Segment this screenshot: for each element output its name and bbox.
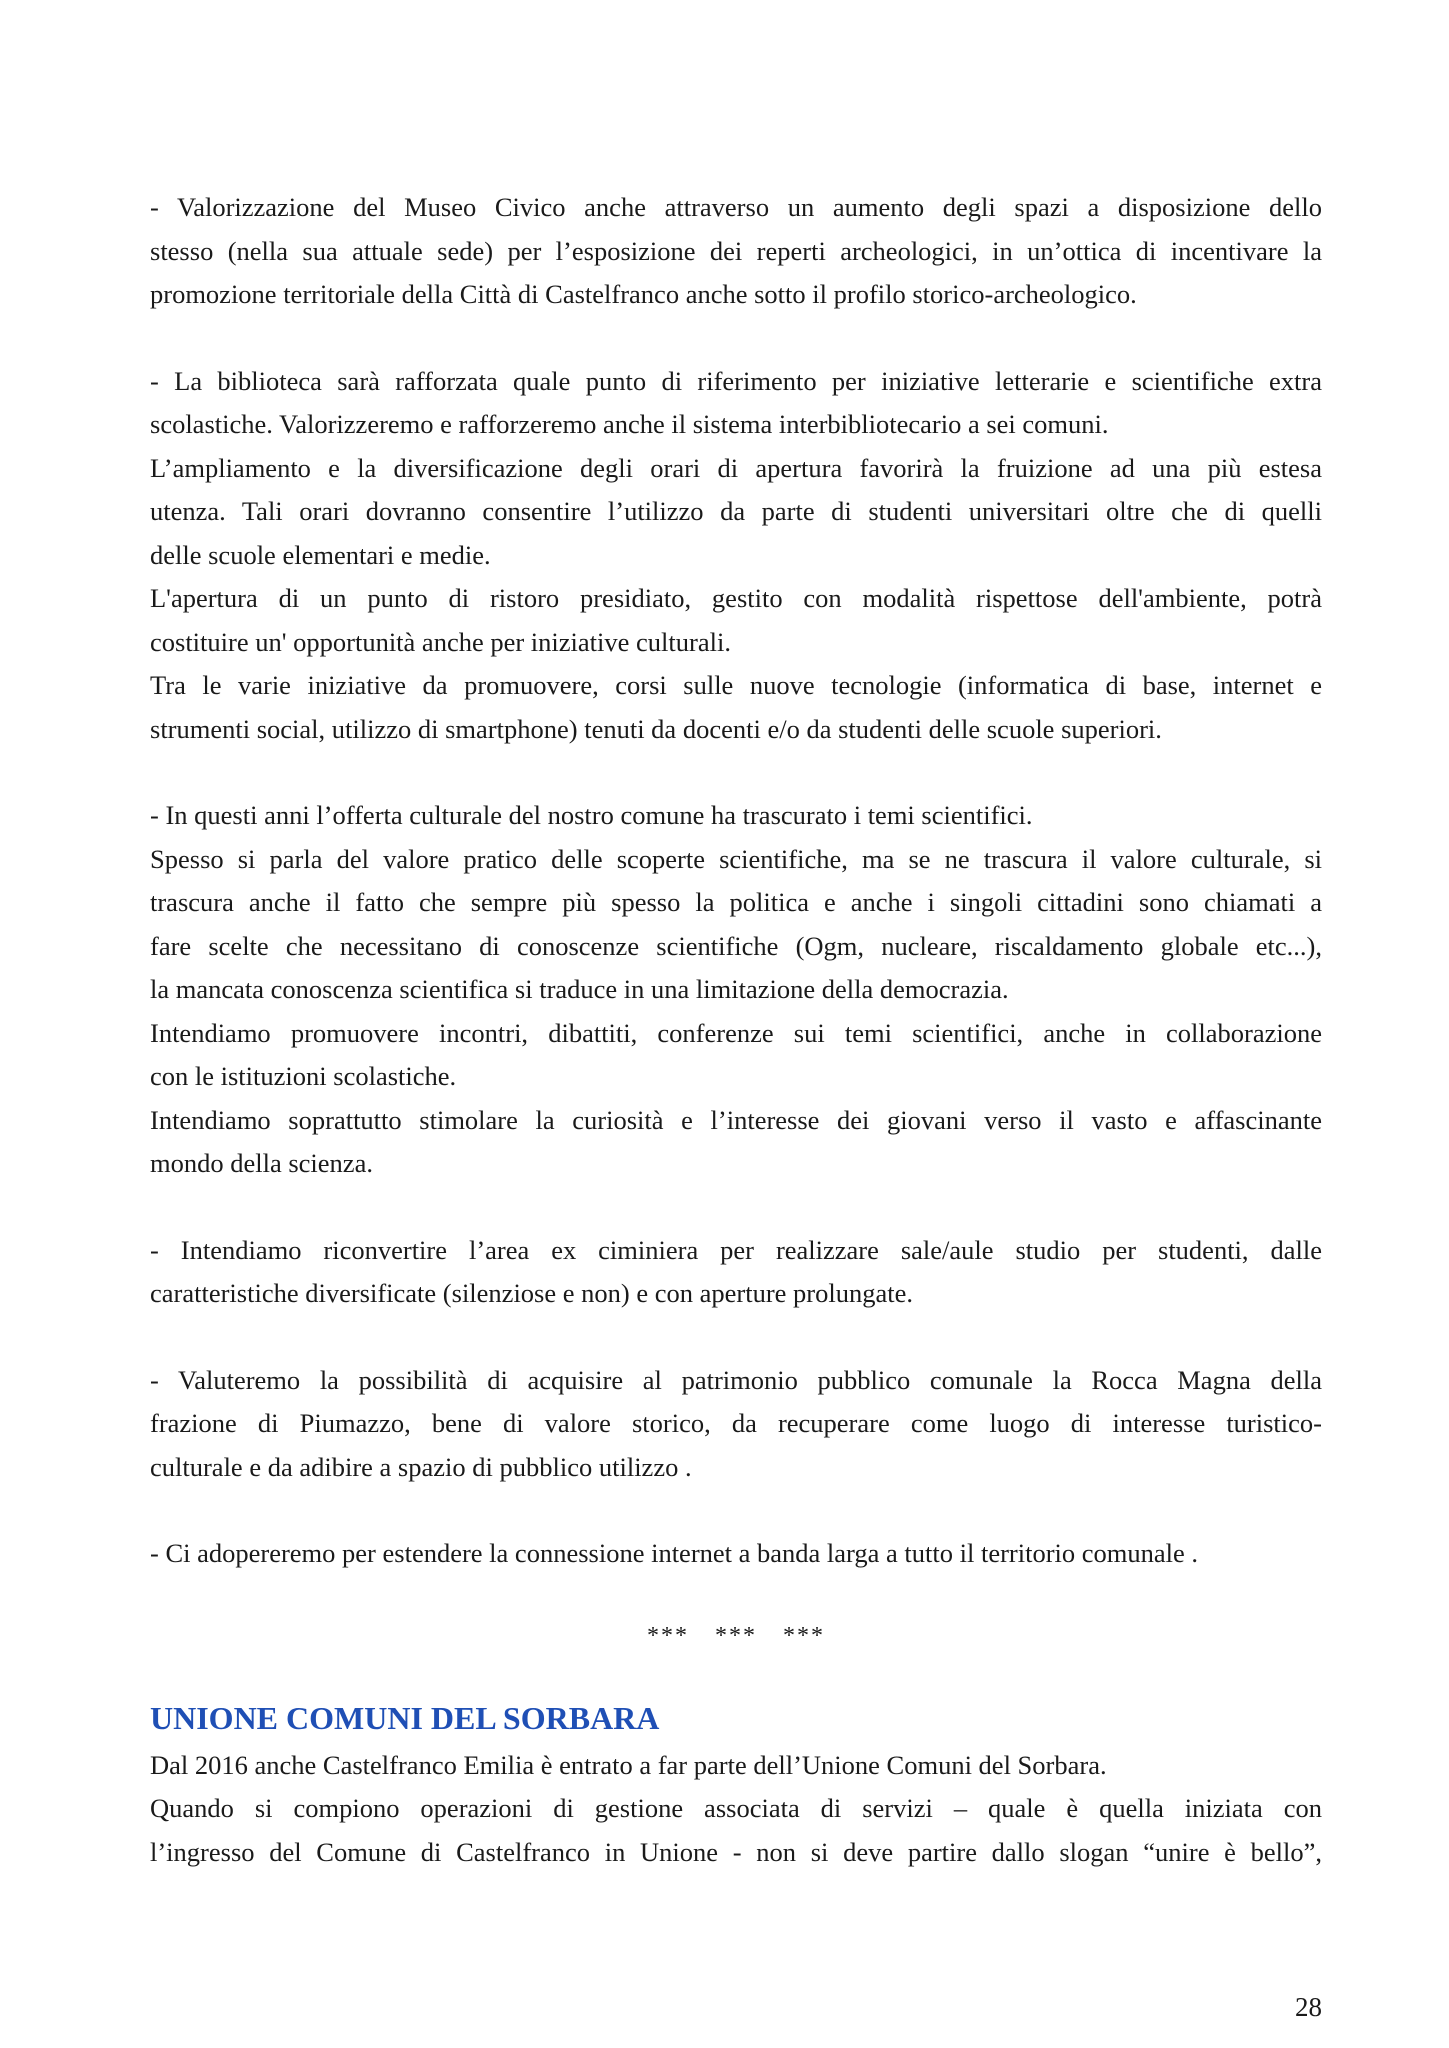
text-line: frazione di Piumazzo, bene di valore storico, da recuperare come luogo di interesse turistico- [150,1408,1322,1438]
text-line: Quando si compiono operazioni di gestione associata di servizi – quale è quella iniziata con [150,1793,1322,1823]
body-paragraphs [150,186,1322,1576]
text-line: Tra le varie iniziative da promuovere, corsi sulle nuove tecnologie (informatica di base, internet e [150,670,1322,700]
text-line: caratteristiche diversificate (silenziose e non) e con aperture prolungate. [150,1278,913,1308]
text-line: fare scelte che necessitano di conoscenze scientifiche (Ogm, nucleare, riscaldamento globale etc...), [150,930,1322,961]
text-line: costituire un' opportunità anche per iniziative culturali. [150,626,731,657]
text-line: con le istituzioni scolastiche. [150,1061,457,1091]
text-line: scolastiche. Valorizzeremo e rafforzeremo anche il sistema interbibliotecario a sei comuni. [150,409,1109,439]
text-line: mondo della scienza. [150,1148,373,1178]
text-line: L’ampliamento e la diversificazione degli orari di apertura favorirà la fruizione ad una più estesa [150,452,1322,483]
text-line: - Valorizzazione del Museo Civico anche attraverso un aumento degli spazi a disposizione dello [150,192,1322,222]
text-line: - In questi anni l’offerta culturale del nostro comune ha trascurato i temi scientifici. [150,800,1033,830]
paragraph-biblioteca [150,360,1322,752]
text-line: - La biblioteca sarà rafforzata quale punto di riferimento per iniziative letterarie e scientifiche extra [150,365,1322,396]
text-line: trascura anche il fatto che sempre più spesso la politica e anche i singoli cittadini sono chiamati a [150,887,1322,917]
text-line: L'apertura di un punto di ristoro presidiato, gestito con modalità rispettose dell'ambiente, potrà [150,583,1322,613]
text-line: l’ingresso del Comune di Castelfranco in Unione - non si deve partire dallo slogan “unire è bello”, [150,1836,1322,1867]
text-line: utenza. Tali orari dovranno consentire l’utilizzo da parte di studenti universitari oltre che di quelli [150,496,1322,526]
text-line: culturale e da adibire a spazio di pubblico utilizzo . [150,1451,692,1482]
text-line: - Valuteremo la possibilità di acquisire al patrimonio pubblico comunale la Rocca Magna della [150,1364,1322,1395]
paragraph-banda-larga [150,1532,1322,1576]
section-paragraph [150,1744,1322,1875]
text-line: stesso (nella sua attuale sede) per l’esposizione dei reperti archeologici, in un’ottica di incentivare la [150,235,1322,266]
section-title: UNIONE COMUNI DEL SORBARA [150,1699,660,1736]
text-line: la mancata conoscenza scientifica si traduce in una limitazione della democrazia. [150,974,1009,1004]
paragraph-temi-scientifici [150,794,1322,1186]
text-line: Dal 2016 anche Castelfranco Emilia è entrato a far parte dell’Unione Comuni del Sorbara. [150,1749,1107,1780]
text-line: - Ci adopereremo per estendere la connessione internet a banda larga a tutto il territorio comunale . [150,1538,1199,1568]
text-line: strumenti social, utilizzo di smartphone) tenuti da docenti e/o da studenti delle scuole superiori. [150,713,1162,744]
paragraph-ex-ciminiera [150,1229,1322,1316]
paragraph-rocca-magna [150,1359,1322,1490]
section-separator: *** *** *** [647,1622,825,1649]
document-page [150,186,1322,1874]
paragraph-museo-civico [150,186,1322,317]
text-line: - Intendiamo riconvertire l’area ex ciminiera per realizzare sale/aule studio per studenti, dalle [150,1234,1322,1265]
text-line: Intendiamo promuovere incontri, dibattiti, conferenze sui temi scientifici, anche in collaborazione [150,1017,1322,1048]
text-line: delle scuole elementari e medie. [150,539,491,570]
text-line: Spesso si parla del valore pratico delle scoperte scientifiche, ma se ne trascura il valore culturale, si [150,843,1322,874]
page-number: 28 [1295,1992,1322,2022]
text-line: Intendiamo soprattutto stimolare la curiosità e l’interesse dei giovani verso il vasto e affascinante [150,1104,1322,1135]
text-line: promozione territoriale della Città di Castelfranco anche sotto il profilo storico-archeologico. [150,279,1137,309]
